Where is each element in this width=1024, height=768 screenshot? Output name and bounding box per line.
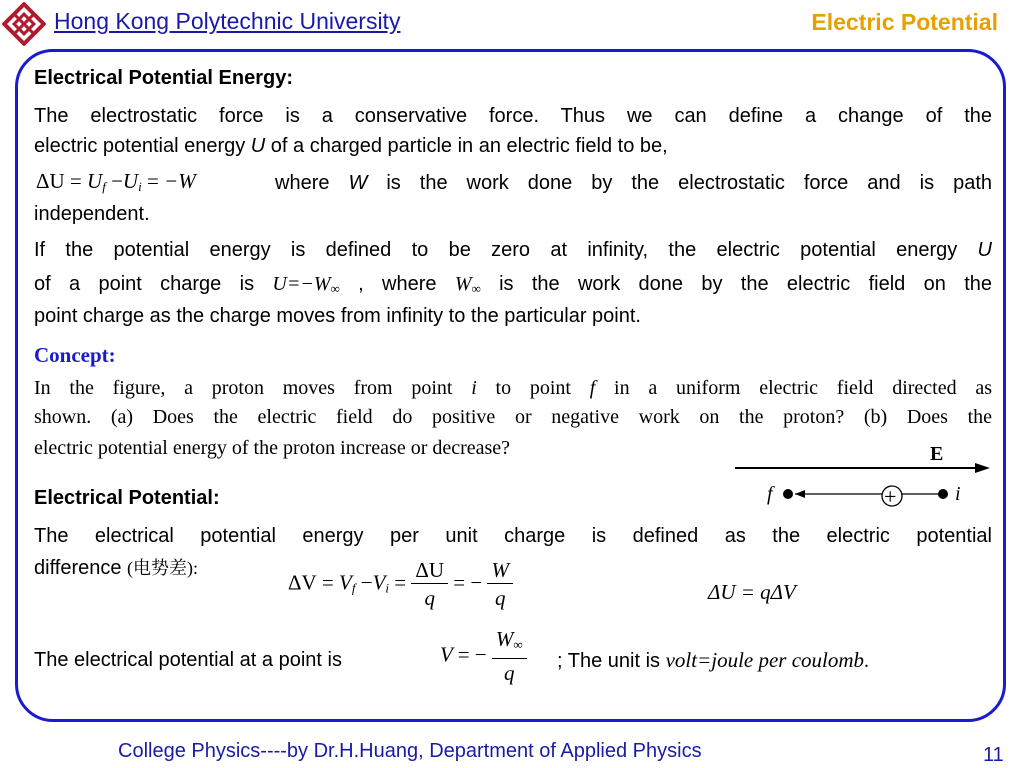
para2-line1: If the potential energy is defined to be zero at infinity, the electric potential energy U <box>34 239 992 261</box>
para1-line1: The electrostatic force is a conservative force. Thus we can define a change of the <box>34 105 992 127</box>
page-number: 11 <box>983 744 1004 766</box>
para2-line2: of a point charge is $U=-W_\infty$ , where $W_\infty$ is the work done by the electric field on the <box>34 273 993 296</box>
equation-delta-u: $\Delta U = U_f -U_i = -W$ <box>36 169 196 194</box>
point-i-dot <box>938 489 948 499</box>
university-name[interactable]: Hong Kong Polytechnic University <box>54 8 401 34</box>
independent-line: independent. <box>34 203 150 225</box>
footer-text: College Physics----by Dr.H.Huang, Department of Applied Physics <box>118 740 702 762</box>
point-f-dot <box>783 489 793 499</box>
equation-delta-v: $\Delta V = V_f -V_i$ = $\frac{\Delta U}{q}$ = − $\frac{W}{q}$ <box>288 557 513 612</box>
para1-line2: electric potential energy U of a charged particle in an electric field to be, <box>34 135 668 157</box>
path-arrowhead <box>795 490 805 498</box>
unit-line: ; The unit is volt=joule per coulomb. <box>557 648 870 672</box>
slide-topic: Electric Potential <box>811 9 998 35</box>
equation-du-qdv: ΔU = qΔV <box>708 580 796 604</box>
potential-line-pre: The electrical potential at a point is <box>34 649 342 671</box>
university-logo <box>2 2 46 46</box>
field-figure <box>725 440 1000 515</box>
field-arrowhead <box>975 463 990 473</box>
concept-line2: shown. (a) Does the electric field do positive or negative work on the proton? (b) Does the <box>34 406 992 428</box>
point-i-label: i <box>955 483 961 505</box>
concept-line3: electric potential energy of the proton increase or decrease? <box>34 437 511 459</box>
para3-line2: difference (电势差): <box>34 557 199 579</box>
para3-line1: The electrical potential energy per unit charge is defined as the electric potential <box>34 525 992 547</box>
where-line: where W is the work done by the electrostatic force and is path <box>275 172 992 194</box>
concept-heading: Concept: <box>34 343 116 367</box>
field-label: E <box>930 443 944 465</box>
section-heading-potential: Electrical Potential: <box>34 487 220 509</box>
proton-sign: + <box>884 484 897 509</box>
section-heading-energy: Electrical Potential Energy: <box>34 67 293 89</box>
equation-v: V = − $\frac{W_\infty}{q}$ <box>440 626 527 687</box>
para2-line3: point charge as the charge moves from infinity to the particular point. <box>34 305 641 327</box>
concept-line1: In the figure, a proton moves from point i to point f in a uniform electric field directed as <box>34 377 993 399</box>
point-f-label: f <box>767 483 773 505</box>
